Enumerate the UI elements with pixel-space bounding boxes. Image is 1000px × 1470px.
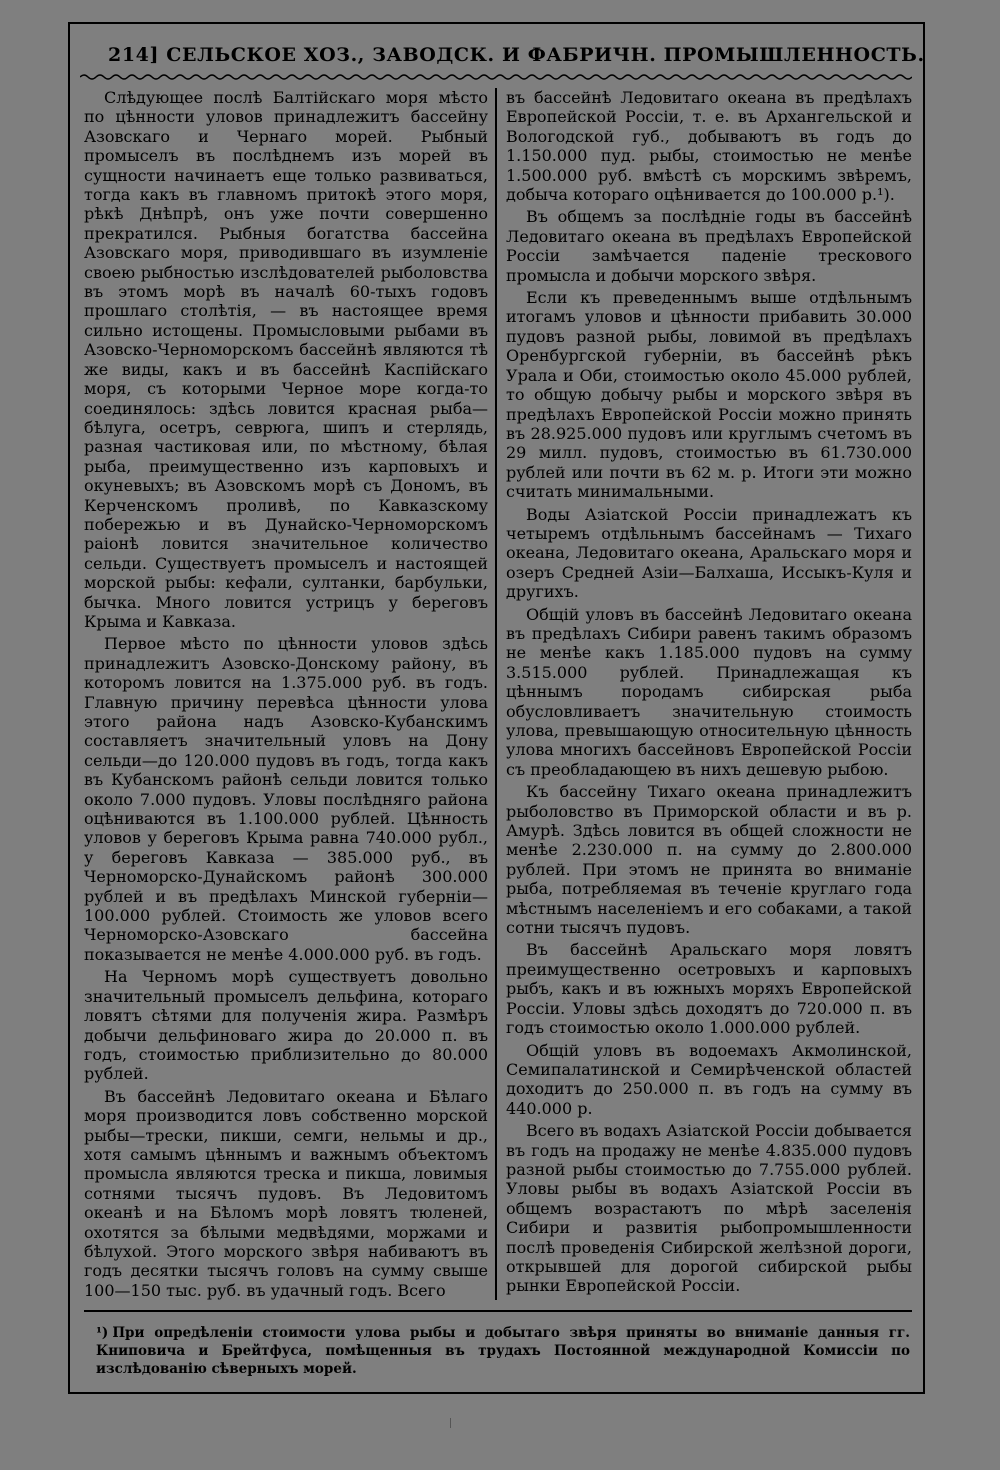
paragraph: Первое мѣсто по цѣнности уловов здѣсь принадлежитъ Азовско-Донскому району, въ которомъ ловится на 1.375.000 руб. въ годъ. Главную причину перевѣса цѣнности улова этого района надъ Азовско-Кубанскимъ составляетъ значительный уловъ на Дону сельди—до 120.000 пудовъ въ годъ, тогда какъ въ Кубанскомъ районѣ сельди ловится только около 7.000 пудовъ. Уловы послѣдняго района оцѣниваются въ 1.100.000 рублей. Цѣнность уловов у береговъ Крыма равна 740.000 рубл., у береговъ Кавказа — 385.000 руб., въ Черноморско-Дунайскомъ районѣ 300.000 рублей и въ предѣлахъ Минской губерніи—100.000 рублей. Стоимость же уловов всего Черноморско-Азовскаго бассейна показывается не менѣе 4.000.000 руб. въ годъ. <box>84 634 488 964</box>
page-mark <box>450 1418 451 1428</box>
paragraph: Общій уловъ въ бассейнѣ Ледовитаго океана въ предѣлахъ Сибири равенъ такимъ образомъ не менѣе какъ 1.185.000 пудовъ на сумму 3.515.000 рублей. Принадлежащая къ цѣннымъ породамъ сибирская рыба обусловливаетъ значительную стоимость улова, превышающую относительную цѣнность улова многихъ бассейновъ Европейской Россіи съ преобладающею въ нихъ дешевую рыбою. <box>506 604 912 779</box>
paragraph: На Черномъ морѣ существуетъ довольно значительный промыселъ дельфина, котораго ловятъ сѣтями для полученія жира. Размѣръ добычи дельфиноваго жира до 20.000 п. въ годъ, стоимостью приблизительно до 80.000 рублей. <box>84 967 488 1084</box>
paragraph: Общій уловъ въ водоемахъ Акмолинской, Семипалатинской и Семирѣченской областей доходитъ до 250.000 п. въ годъ на сумму въ 440.000 р. <box>506 1040 912 1118</box>
running-head: 214] СЕЛЬСКОЕ ХОЗ., ЗАВОДСК. И ФАБРИЧН. ПРОМЫШЛЕННОСТЬ. <box>108 44 925 66</box>
footnote-mark: ¹) <box>96 1325 109 1341</box>
paragraph: Въ бассейнѣ Ледовитаго океана и Бѣлаго моря производится ловъ собственно морской рыбы—трески, пикши, семги, нельмы и др., хотя самымъ цѣннымъ и важнымъ объектомъ промысла являются треска и пикша, ловимыя сотнями тысячъ пудовъ. Въ Ледовитомъ океанѣ и на Бѣломъ морѣ ловятъ тюленей, охотятся за бѣлыми медвѣдями, моржами и бѣлухой. Этого морского звѣря набиваютъ въ годъ десятки тысячъ головъ на сумму свыше 100—150 тыс. руб. въ удачный годъ. Всего <box>84 1086 488 1300</box>
paragraph: Если къ преведеннымъ выше отдѣльнымъ итогамъ уловов и цѣнности прибавить 30.000 пудовъ разной рыбы, ловимой въ предѣлахъ Оренбургской губерніи, въ бассейнѣ рѣкъ Урала и Оби, стоимостью около 45.000 рублей, то общую добычу рыбы и морского звѣря въ предѣлахъ Европейской Россіи можно принять въ 28.925.000 пудовъ или круглымъ счетомъ въ 29 милл. пудовъ, стоимостью въ 61.730.000 рублей или почти въ 62 м. р. Итоги эти можно считать минимальными. <box>506 288 912 502</box>
paragraph: Въ бассейнѣ Аральскаго моря ловятъ преимущественно осетровыхъ и карповыхъ рыбъ, какъ и въ южныхъ моряхъ Европейской Россіи. Уловы здѣсь доходятъ до 720.000 п. въ годъ стоимостью около 1.000.000 рублей. <box>506 940 912 1038</box>
column-divider <box>495 88 497 1300</box>
footnote-text: При опредѣленіи стоимости улова рыбы и добытаго звѣря приняты во вниманіе данныя гг. Книповича и Брейтфуса, помѣщенныя въ трудахъ Постоянной международной Комиссіи по изслѣдованію сѣверныхъ морей. <box>96 1325 910 1377</box>
footnote-rule <box>84 1310 912 1312</box>
paragraph: Слѣдующее послѣ Балтійскаго моря мѣсто по цѣнности уловов принадлежитъ бассейну Азовскаго и Чернаго морей. Рыбный промыселъ въ послѣднемъ изъ морей въ сущности начинаетъ еще только развиваться, тогда какъ въ главномъ притокѣ этого моря, рѣкѣ Днѣпрѣ, онъ уже почти совершенно прекратился. Рыбныя богатства бассейна Азовскаго моря, приводившаго въ изумленіе своею рыбностью изслѣдователей рыболовства въ этомъ морѣ въ началѣ 60-тыхъ годовъ прошлаго столѣтія, — въ настоящее время сильно истощены. Промысловыми рыбами въ Азовско-Черноморскомъ бассейнѣ являются тѣ же виды, какъ и въ бассейнѣ Каспійскаго моря, съ которыми Черное море когда-то соединялось: здѣсь ловится красная рыба—бѣлуга, осетръ, севрюга, шипъ и стерлядь, разная частиковая или, по мѣстному, бѣлая рыба, преимущественно изъ карповыхъ и окуневыхъ; въ Азовскомъ морѣ съ Дономъ, въ Керченскомъ проливѣ, по Кавказскому побережью и въ Дунайско-Черноморскомъ раіонѣ ловится значительное количество сельди. Существуетъ промыселъ и настоящей морской рыбы: кефали, султанки, барбульки, бычка. Много ловится устрицъ у береговъ Крыма и Кавказа. <box>84 88 488 631</box>
paragraph: Въ общемъ за послѣдніе годы въ бассейнѣ Ледовитаго океана въ предѣлахъ Европейской Россіи замѣчается паденіе трескового промысла и добычи морского звѣря. <box>506 207 912 285</box>
wavy-rule <box>80 72 912 82</box>
paragraph: въ бассейнѣ Ледовитаго океана въ предѣлахъ Европейской Россіи, т. е. въ Архангельской и Вологодской губ., добываютъ въ годъ до 1.150.000 пуд. рыбы, стоимостью не менѣе 1.500.000 руб. вмѣстѣ съ морскимъ звѣремъ, добыча котораго оцѣнивается до 100.000 р.¹). <box>506 88 912 205</box>
right-column <box>506 88 912 1299</box>
footnote <box>96 1324 910 1378</box>
paragraph: Всего въ водахъ Азіатской Россіи добывается въ годъ на продажу не менѣе 4.835.000 пудовъ разной рыбы стоимостью до 7.755.000 рублей. Уловы рыбы въ водахъ Азіатской Россіи въ общемъ возрастаютъ по мѣрѣ заселенія Сибири и развитія рыбопромышленности послѣ проведенія Сибирской желѣзной дороги, открывшей для дорогой сибирской рыбы рынки Европейской Россіи. <box>506 1121 912 1296</box>
left-column <box>84 88 488 1303</box>
paragraph: Къ бассейну Тихаго океана принадлежитъ рыболовство въ Приморской области и въ р. Амурѣ. Здѣсь ловится въ общей сложности не менѣе 2.230.000 п. на сумму до 2.800.000 рублей. При этомъ не принята во вниманіе рыба, потребляемая въ теченіе круглаго года мѣстнымъ населеніемъ и его собаками, а такой сотни тысячъ пудовъ. <box>506 782 912 938</box>
paragraph: Воды Азіатской Россіи принадлежатъ къ четыремъ отдѣльнымъ бассейнамъ — Тихаго океана, Ледовитаго океана, Аральскаго моря и озеръ Средней Азіи—Балхаша, Иссыкъ-Куля и другихъ. <box>506 504 912 602</box>
